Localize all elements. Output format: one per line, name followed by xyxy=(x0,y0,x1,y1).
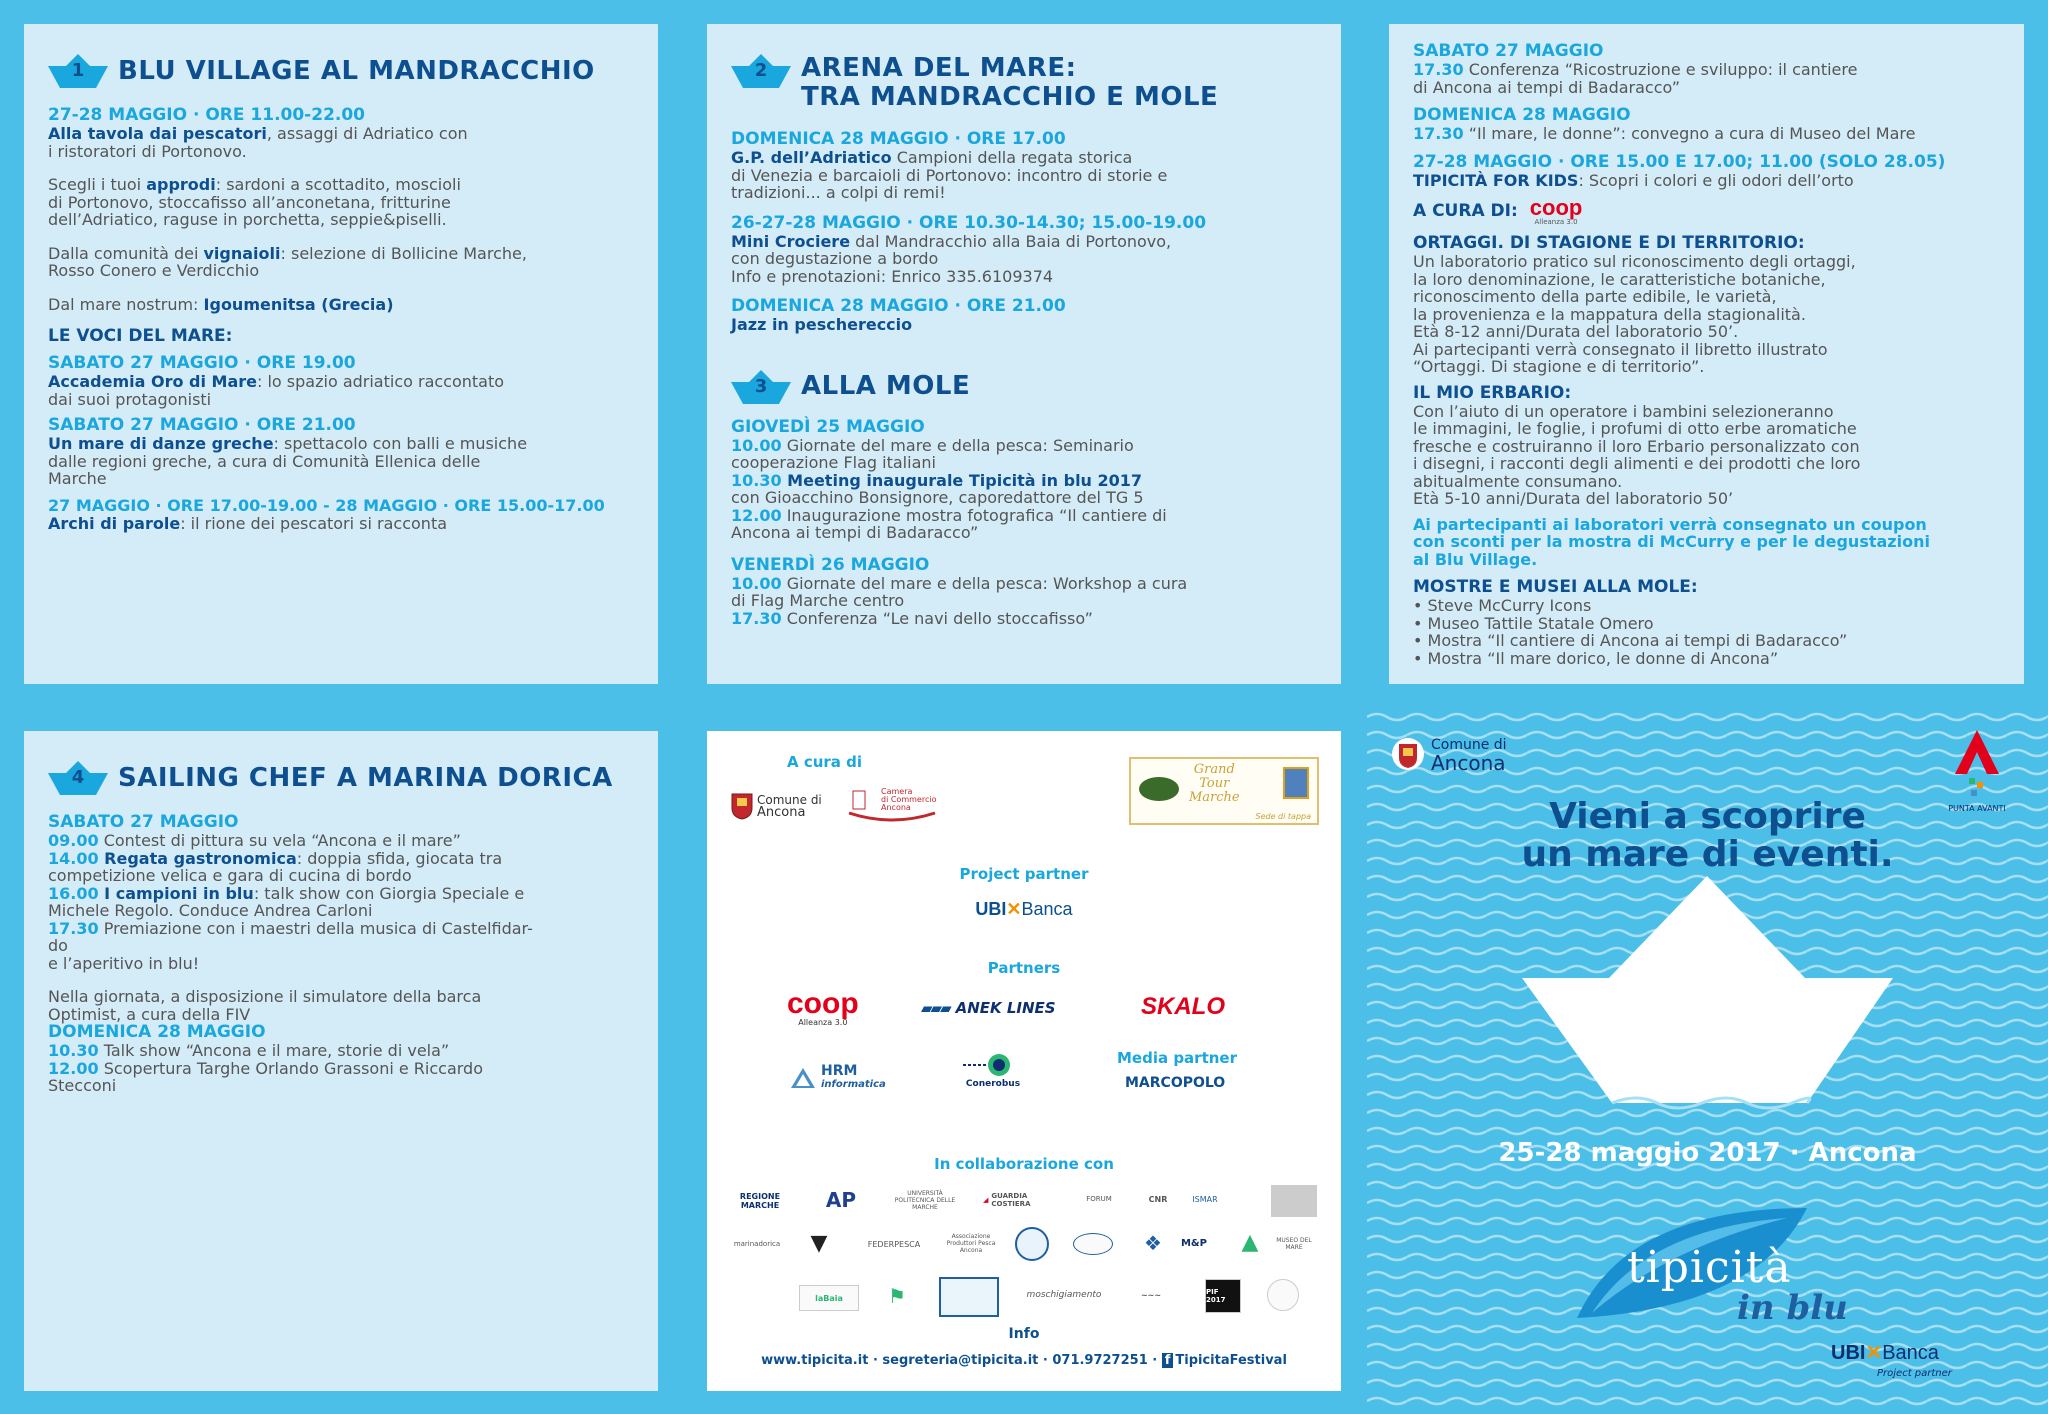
panel-mole-program: SABATO 27 MAGGIO 17.30 Conferenza “Ricostruzione e sviluppo: il cantiere di Ancona ai tempi di Badaracco” DOMENICA 28 MAGGIO 17.30 “Il mare, le donne”: convegno a cura di Museo del Mare 27-28 MAGGIO · ORE 15.00 E 17.00; 11.00 (SOLO 28.05) TIPICITÀ FOR KIDS: Scopri i colori e gli odori dell’orto A CURA DI: coop Alleanza 3.0 ORTAGGI. DI STAGIONE E DI TERRITORIO: Un laboratorio pratico sul riconoscimento degli ortaggi, la loro denominazione, le caratteristiche botaniche, riconoscimento della parte edibile, le varietà, la provenienza e la mappatura della stagionalità. Età 8-12 anni/Durata del laboratorio 50’. Ai partecipanti verrà consegnato il libretto illustrato “Ortaggi. Di stagione e di territorio”. IL MIO ERBARIO: Con l’aiuto di un operatore i bambini selezioneranno le immagini, le foglie, i profumi di otto erbe aromatiche fresche e costruiranno il loro Erbario personalizzato con i disegni, i racconti degli alimenti e dei prodotti che loro abitualmente consumano. Età 5-10 anni/Durata del laboratorio 50’ Ai partecipanti ai laboratori verrà consegnato un coupon con sconti per la mostra di McCurry e per le degustazioni al Blu Village. MOSTRE E MUSEI ALLA MOLE: • Steve McCurry Icons • Museo Tattile Statale Omero • Mostra “Il cantiere di Ancona ai tempi di Badaracco” • Mostra “Il mare dorico, le donne di Ancona” xyxy=(1389,24,2024,684)
ubi-banca-logo: UBI✕Banca xyxy=(1831,1342,1939,1364)
comune-ancona-logo: Comune di Ancona xyxy=(731,786,822,826)
marina-dorica-logo: marinadorica xyxy=(733,1240,781,1248)
forum-logo: FORUM xyxy=(1086,1195,1112,1203)
labaia-logo: laBaia xyxy=(799,1285,859,1311)
facebook-icon: f xyxy=(1162,1353,1174,1368)
cover-headline: Vieni a scoprire un mare di eventi. xyxy=(1521,796,1894,875)
event-date: 27-28 MAGGIO · ORE 11.00-22.00 xyxy=(48,105,366,125)
subheading-voci: LE VOCI DEL MARE: xyxy=(48,326,233,346)
panel-arena-del-mare: 2 ARENA DEL MARE: TRA MANDRACCHIO E MOLE DOMENICA 28 MAGGIO · ORE 17.00 G.P. dell’Adriatico Campioni della regata storica di Venezia e barcaioli di Portonovo: incontro di storie e tradizioni... a colpi di remi! 26-27-28 MAGGIO · ORE 10.30-14.30; 15.00-19.00 Mini Crociere dal Mandracchio alla Baia di Portonovo, con degustazione a bordo Info e prenotazioni: Enrico 335.6109374 DOMENICA 28 MAGGIO · ORE 21.00 Jazz in peschereccio 3 ALLA MOLE GIOVEDÌ 25 MAGGIO 10.00 Giornate del mare e della pesca: Seminario cooperazione Flag italiani 10.30 Meeting inaugurale Tipicità in blu 2017 con Gioacchino Bonsignore, caporedattore del TG 5 12.00 Inaugurazione mostra fotografica “Il cantiere di Ancona ai tempi di Badaracco” VENERDÌ 26 MAGGIO 10.00 Giornate del mare e della pesca: Workshop a cura di Flag Marche centro 17.30 Conferenza “Le navi dello stoccafisso” xyxy=(707,24,1341,684)
section-title: SAILING CHEF A MARINA DORICA xyxy=(118,762,613,793)
coop-partner-logo: coop Alleanza 3.0 xyxy=(787,987,859,1027)
oval-logo xyxy=(1073,1233,1113,1255)
paper-boat-icon: 4 xyxy=(48,761,108,795)
guardia-costiera-logo: ◢ GUARDIA COSTIERA xyxy=(983,1192,1031,1208)
script-logo: ~~~ xyxy=(1140,1290,1162,1300)
anek-lines-logo: ▰▰▰ ANEK LINES xyxy=(921,999,1056,1017)
framed-logo xyxy=(939,1277,999,1317)
triangle-logo: ▼ xyxy=(810,1230,828,1256)
paper-boat-icon: 3 xyxy=(731,370,791,404)
federpesca-logo: FEDERPESCA xyxy=(867,1239,921,1249)
punta-avanti-logo: PUNTA AVANTI xyxy=(1937,730,2017,813)
green-logo: ▲ xyxy=(1241,1229,1259,1255)
panel-sailing-chef: 4 SAILING CHEF A MARINA DORICA SABATO 27 MAGGIO 09.00 Contest di pittura su vela “Ancona e il mare” 14.00 Regata gastronomica: doppia sfida, giocata tra competizione velica e gara di cucina di bordo 16.00 I campioni in blu: talk show con Giorgia Speciale e Michele Regolo. Conduce Andrea Carloni 17.30 Premiazione con i maestri della musica di Castelfidar- do e l’aperitivo in blu! Nella giornata, a disposizione il simulatore della barca Optimist, a cura della FIV DOMENICA 28 MAGGIO 10.30 Talk show “Ancona e il mare, storie di vela” 12.00 Scopertura Targhe Orlando Grassoni e Riccardo Stecconi xyxy=(24,731,658,1391)
contacts: www.tipicita.it · segreteria@tipicita.it · 071.9727251 · f TipicitaFestival xyxy=(761,1353,1287,1368)
ismar-logo: ISMAR xyxy=(1192,1194,1218,1204)
hrm-informatica-logo: HRM informatica xyxy=(791,1065,886,1091)
coop-logo: coop Alleanza 3.0 xyxy=(1529,195,1583,226)
panel-cover: Comune di Ancona PUNTA AVANTI Vieni a scoprire un mare di eventi. 25-28 maggio 2017 · Ancona tipicità in blu UBI✕Banca Project partner xyxy=(1367,708,2048,1414)
section-title: ALLA MOLE xyxy=(801,371,971,401)
paper-boat-icon: 1 xyxy=(48,54,108,88)
paper-boat-icon: 2 xyxy=(731,54,791,88)
photo-logo xyxy=(1271,1185,1317,1217)
grand-tour-marche-logo: Grand Tour Marche Sede di tappa xyxy=(1129,757,1319,825)
cover-date: 25-28 maggio 2017 · Ancona xyxy=(1498,1138,1917,1168)
conerobus-logo: Conerobus xyxy=(963,1053,1023,1089)
universita-logo: UNIVERSITÀ POLITECNICA DELLE MARCHE xyxy=(894,1189,956,1211)
skalo-logo: SKALO xyxy=(1141,993,1225,1020)
regione-marche-logo: REGIONE MARCHE xyxy=(739,1192,781,1210)
panel-sponsors: A cura di Comune di Ancona Camera di Commercio Ancona Grand Tour Marche Sede di tappa Project partner UBI✕Banca Partners coop Alleanza 3.0 ▰▰▰ ANEK LINES SKALO HRM informatica Conerobus Media partner MARCOPOLO In collaborazione con REGIONE MARCHE AP UNIVERSITÀ POLITECNICA DELLE MARCHE ◢ GUARDIA COSTIERA FORUM CNR ISMAR marinadorica ▼ FEDERPESCA Associazione Produttori Pesca Ancona ❖ M&P ▲ MUSEO DEL MARE laBaia ⚑ moschigiamento ~~~ PIF 2017 Info www.tipicita.it · segreteria@tipicita.it · 071.9727251 · f TipicitaFestival xyxy=(707,731,1341,1391)
cnr-logo: CNR xyxy=(1148,1194,1168,1204)
flag-logo: ⚑ xyxy=(888,1284,906,1308)
museo-del-mare-logo: MUSEO DEL MARE xyxy=(1276,1237,1312,1251)
mp-logo: M&P xyxy=(1180,1237,1207,1249)
section-title: ARENA DEL MARE: xyxy=(801,53,1077,83)
ubi-banca-logo: UBI✕Banca xyxy=(975,899,1073,919)
panel-blu-village: 1 BLU VILLAGE AL MANDRACCHIO 27-28 MAGGIO · ORE 11.00-22.00 Alla tavola dai pescatori, assaggi di Adriatico con i ristoratori di Portonovo. Scegli i tuoi approdi: sardoni a scottadito, moscioli di Portonovo, stoccafisso all’anconetana, fritturine dell’Adriatico, raguse in porchetta, seppie&piselli. Dalla comunità dei vignaioli: selezione di Bollicine Marche, Rosso Conero e Verdicchio Dal mare nostrum: Igoumenitsa (Grecia) LE VOCI DEL MARE: SABATO 27 MAGGIO · ORE 19.00 Accademia Oro di Mare: lo spazio adriatico raccontato dai suoi protagonisti SABATO 27 MAGGIO · ORE 21.00 Un mare di danze greche: spettacolo con balli e musiche dalle regioni greche, a cura di Comunità Ellenica delle Marche 27 MAGGIO · ORE 17.00-19.00 - 28 MAGGIO · ORE 15.00-17.00 Archi di parole: il rione dei pescatori si racconta xyxy=(24,24,658,684)
round-badge-logo xyxy=(1015,1227,1049,1261)
pif-2017-logo: PIF 2017 xyxy=(1205,1279,1241,1313)
tipicita-in-blu-logo: tipicità in blu xyxy=(1627,1242,1848,1328)
moschigiamento-logo: moschigiamento xyxy=(1026,1290,1102,1300)
associazione-pesca-logo: Associazione Produttori Pesca Ancona xyxy=(946,1232,996,1254)
round-grey-logo xyxy=(1267,1279,1299,1311)
ap-logo: AP xyxy=(825,1188,857,1212)
marcopolo-logo: MARCOPOLO xyxy=(1125,1075,1226,1091)
comune-ancona-logo: Comune di Ancona xyxy=(1391,734,1507,774)
camera-commercio-logo: Camera di Commercio Ancona xyxy=(847,786,937,826)
emblem-logo: ❖ xyxy=(1144,1231,1162,1255)
section-title: BLU VILLAGE AL MANDRACCHIO xyxy=(118,55,595,86)
